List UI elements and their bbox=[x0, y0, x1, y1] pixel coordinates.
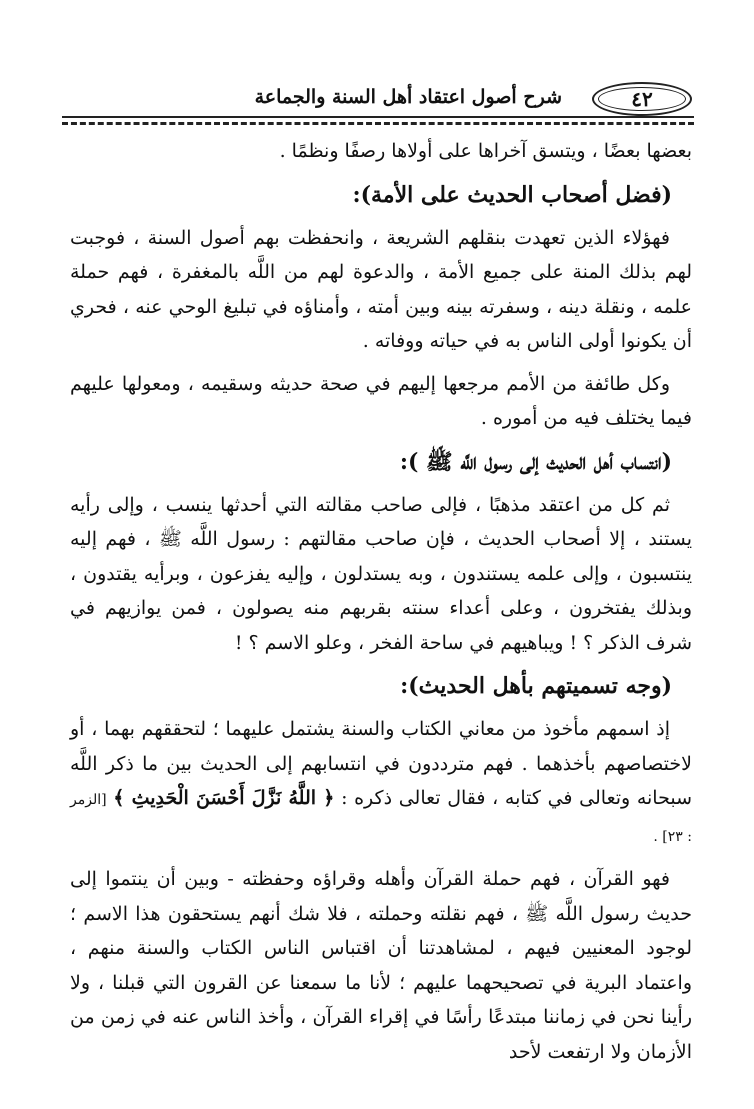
header-rule bbox=[62, 116, 694, 118]
verse-reference: [الزمر : ٢٣] . bbox=[70, 792, 692, 845]
paragraph-text: إذ اسمهم مأخوذ من معاني الكتاب والسنة يشتمل عليهما ؛ لتحققهم بهما ، أو لاختصاصهم بأخذهما . فهم مترددون في انتسابهم إلى الحديث بين ما ذكر اللَّه سبحانه وتعالى في كتابه ، فقال تعالى ذكره : bbox=[70, 718, 693, 809]
page-body bbox=[70, 134, 692, 1077]
paragraph bbox=[70, 712, 692, 854]
page-number-badge bbox=[592, 82, 692, 116]
paragraph: ثم كل من اعتقد مذهبًا ، فإلى صاحب مقالته التي أحدثها ينسب ، وإلى رأيه يستند ، إلا أصحاب الحديث ، فإن صاحب مقالتهم : رسول اللَّه ﷺ ، فهم إليه ينتسبون ، وإلى علمه يستندون ، وبه يستدلون ، وإليه يفزعون ، وبرأيه يقتدون ، وبذلك يفتخرون ، وعلى أعداء سنته بقربهم منه يصولون ، فمن يوازيهم في شرف الذكر ؟ ! ويباهيهم في ساحة الفخر ، وعلو الاسم ؟ ! bbox=[70, 493, 692, 654]
quran-verse: ﴿ اللَّهُ نَزَّلَ أَحْسَنَ الْحَدِيثِ ﴾ bbox=[113, 787, 335, 809]
paragraph: فهؤلاء الذين تعهدت بنقلهم الشريعة ، وانحفظت بهم أصول السنة ، فوجبت لهم بذلك المنة على جميع الأمة ، والدعوة لهم من اللَّه بالمغفرة ، فهم حملة علمه ، ونقلة دينه ، وسفرته بينه وبين أمته ، وأمناؤه في تبليغ الوحي عنه ، فحري أن يكونوا أولى الناس به في حياته ووفاته . bbox=[70, 226, 692, 352]
page-number: ٤٢ bbox=[631, 87, 653, 111]
paragraph: وكل طائفة من الأمم مرجعها إليهم في صحة حديثه وسقيمه ، ومعولها عليهم فيما يختلف فيه من أموره . bbox=[70, 372, 692, 429]
running-title: شرح أصول اعتقاد أهل السنة والجماعة bbox=[254, 86, 562, 108]
header-dashed-rule bbox=[62, 122, 694, 125]
section-heading: (فضل أصحاب الحديث على الأمة): bbox=[352, 181, 672, 208]
section-heading: (انتساب أهل الحديث إلى رسول اللَّه ﷺ ): bbox=[399, 448, 672, 475]
page-header bbox=[62, 72, 662, 116]
paragraph: فهو القرآن ، فهم حملة القرآن وأهله وقراؤه وحفظته - وبين أن ينتموا إلى حديث رسول اللَّه ﷺ ، فهم نقلته وحملته ، فلا شك أنهم يستحقون هذا الاسم ؛ لوجود المعنيين فيهم ، لمشاهدتنا أن اقتباس الناس الكتاب والسنة منهم ، واعتماد البرية في تصحيحهما عليهم ؛ لأنا ما سمعنا عن القرون التي قبلنا ، ولا رأينا نحن في زماننا مبتدعًا رأسًا في إقراء القرآن ، وأخذ الناس عنه في زمن من الأزمان ولا ارتفعت لأحد bbox=[70, 868, 692, 1063]
section-heading: (وجه تسميتهم بأهل الحديث): bbox=[400, 673, 672, 699]
paragraph: بعضها بعضًا ، ويتسق آخراها على أولاها رصفًا ونظمًا . bbox=[279, 140, 692, 162]
